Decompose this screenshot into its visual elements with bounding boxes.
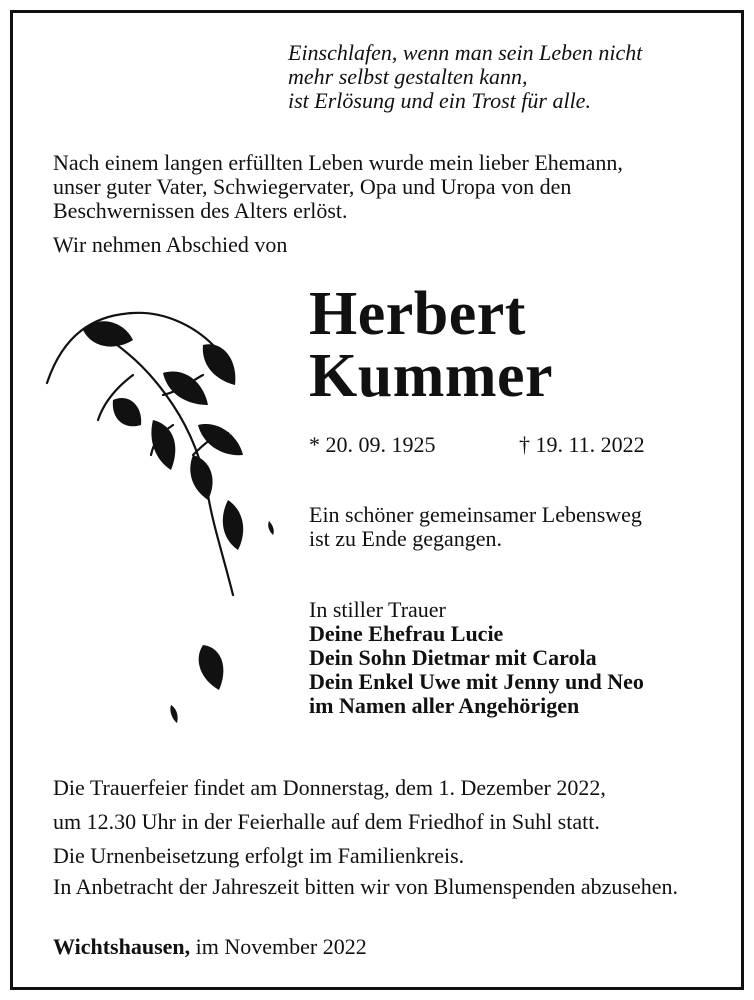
obituary-frame xyxy=(10,10,744,990)
death-date: † 19. 11. 2022 xyxy=(519,432,645,457)
ceremony-line: um 12.30 Uhr in der Feierhalle auf dem Friedhof in Suhl statt. xyxy=(53,809,600,834)
intro-line: Beschwernissen des Alters erlöst. xyxy=(53,198,348,223)
mourner-name: Dein Enkel Uwe mit Jenny und Neo xyxy=(309,669,644,694)
ceremony-line: In Anbetracht der Jahreszeit bitten wir von Blumenspenden abzusehen. xyxy=(53,874,678,899)
together-text xyxy=(309,503,729,551)
intro-text xyxy=(53,151,733,223)
leaf-branch-icon xyxy=(43,295,293,735)
intro-line: unser guter Vater, Schwiegervater, Opa und Uropa von den xyxy=(53,174,572,199)
closing-date: im November 2022 xyxy=(195,934,367,959)
ceremony-line: Die Trauerfeier findet am Donnerstag, dem 1. Dezember 2022, xyxy=(53,775,606,800)
poem xyxy=(288,41,728,113)
take-leave-text: Wir nehmen Abschied von xyxy=(53,232,288,257)
poem-line: mehr selbst gestalten kann, xyxy=(288,64,528,89)
poem-line: ist Erlösung und ein Trost für alle. xyxy=(288,88,591,113)
deceased-last-name: Kummer xyxy=(309,342,554,410)
town-name: Wichtshausen, xyxy=(53,934,191,959)
mourner-name: Dein Sohn Dietmar mit Carola xyxy=(309,645,597,670)
place-date xyxy=(53,935,553,959)
mourners-heading: In stiller Trauer xyxy=(309,597,446,622)
birth-date: * 20. 09. 1925 xyxy=(309,432,436,457)
poem-line: Einschlafen, wenn man sein Leben nicht xyxy=(288,40,643,65)
deceased-name xyxy=(309,280,729,410)
deceased-first-name: Herbert xyxy=(309,280,526,348)
ceremony-line: Die Urnenbeisetzung erfolgt im Familienkreis. xyxy=(53,843,465,868)
mourner-name: Deine Ehefrau Lucie xyxy=(309,621,504,646)
together-line: Ein schöner gemeinsamer Lebensweg xyxy=(309,502,642,527)
mourners xyxy=(309,598,729,718)
mourner-name: im Namen aller Angehörigen xyxy=(309,693,580,718)
intro-line: Nach einem langen erfüllten Leben wurde mein lieber Ehemann, xyxy=(53,150,623,175)
together-line: ist zu Ende gegangen. xyxy=(309,526,503,551)
